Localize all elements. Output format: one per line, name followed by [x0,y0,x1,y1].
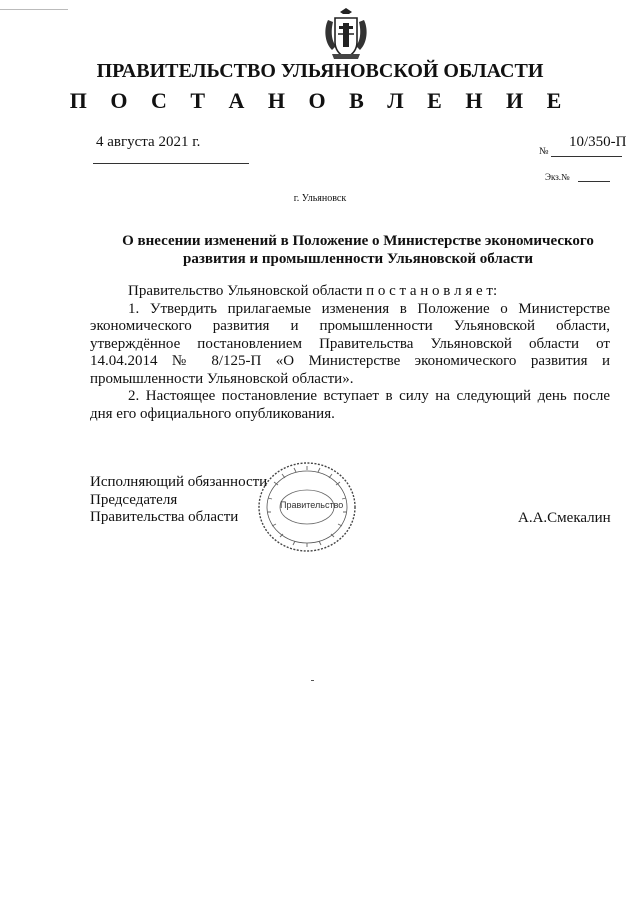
body-item-1: 1. Утвердить прилагаемые изменения в Положение о Министерстве экономического развития и промышленности Ульяновской области, утверждённое постановлением Правительства Ульяновской области от 14.04.2014 № 8/125-П «О Министерстве экономического развития и промышленности Ульяновской области». [90,300,610,387]
document-body [90,283,610,423]
document-type-title: П О С Т А Н О В Л Е Н И Е [69,88,571,113]
seal-text: Правительство [280,500,344,510]
body-intro: Правительство Ульяновской области п о с т а н о в л я е т: [128,283,498,299]
position-line-3: Правительства области [90,509,239,525]
subject-line-1: О внесении изменений в Положение о Министерстве экономического [122,233,594,249]
copy-number-label: Экз.№ [545,172,570,182]
document-number-block [539,134,629,164]
scan-edge-mark [0,9,68,10]
date-underline [93,163,249,164]
document-date: 4 августа 2021 г. [96,134,201,150]
city-name: г. Ульяновск [293,193,347,204]
coat-of-arms-icon [322,6,370,62]
subject-line-2: развития и промышленности Ульяновской области [183,251,533,267]
scan-dot [311,680,314,681]
position-line-1: Исполняющий обязанности [90,474,268,490]
document-subject [90,232,626,268]
body-item-2: 2. Настоящее постановление вступает в силу на следующий день после дня его официального опубликования. [90,388,610,422]
number-underline [551,156,622,157]
document-number: 10/350-П [569,134,627,150]
government-title: ПРАВИТЕЛЬСТВО УЛЬЯНОВСКОЙ ОБЛАСТИ [96,60,544,82]
signatory-name: А.А.Смекалин [518,510,611,526]
number-sign: № [539,146,549,157]
signatory-position [90,474,267,527]
position-line-2: Председателя [90,491,178,508]
copy-number-underline [578,181,610,182]
